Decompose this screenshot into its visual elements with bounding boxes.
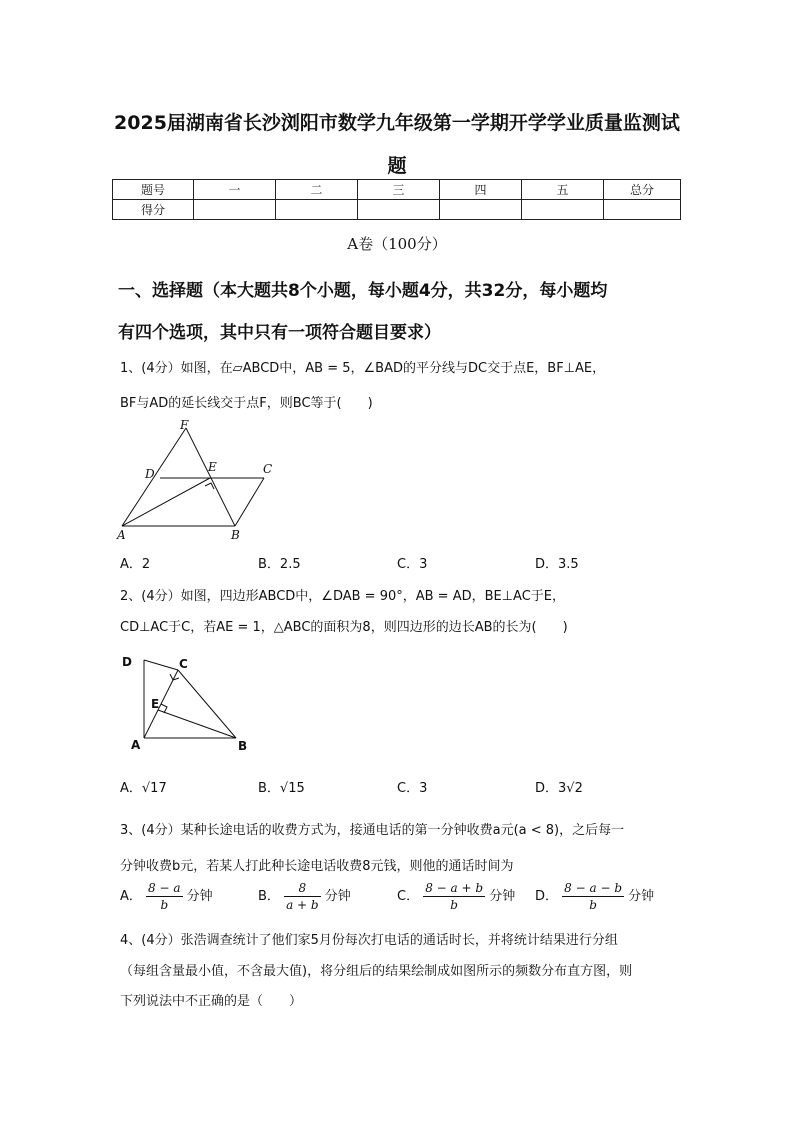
q3-option-b-unit: 分钟 bbox=[324, 889, 351, 904]
q1-option-c[interactable]: C．3 bbox=[397, 557, 428, 572]
q3-option-d-unit: 分钟 bbox=[628, 889, 655, 904]
q1-label-d: D bbox=[145, 467, 155, 481]
q1-label-e: E bbox=[208, 460, 217, 474]
q3-option-a-label: A． bbox=[120, 889, 142, 904]
score-table-cell: 五 bbox=[522, 180, 604, 200]
q3-option-a-fraction bbox=[146, 880, 182, 913]
q3-option-c-numerator: 8 − a + b bbox=[425, 881, 484, 895]
q3-option-d-fraction bbox=[562, 880, 624, 913]
score-table-cell: 三 bbox=[358, 180, 440, 200]
q3-option-d[interactable] bbox=[535, 880, 654, 913]
q1-label-c: C bbox=[263, 462, 273, 476]
score-table-cell: 一 bbox=[194, 180, 276, 200]
q3-option-d-numerator: 8 − a − b bbox=[564, 881, 622, 895]
q4-text-line3: 下列说法中不正确的是（ ） bbox=[120, 994, 303, 1009]
q1-parallelogram-figure bbox=[112, 418, 282, 546]
q4-text-line1: 4、(4分）张浩调查统计了他们家5月份每次打电话的通话时长，并将统计结果进行分组 bbox=[120, 933, 618, 948]
q1-option-b[interactable]: B．2.5 bbox=[258, 557, 301, 572]
q1-segment-ae bbox=[122, 478, 210, 526]
q1-text-line1: 1、(4分）如图，在▱ABCD中，AB = 5，∠BAD的平分线与DC交于点E，BF⊥AE， bbox=[120, 361, 606, 376]
q3-option-b-denominator: a + b bbox=[286, 898, 319, 912]
q1-segment-bf bbox=[186, 428, 235, 526]
q2-segment-dc bbox=[144, 660, 178, 670]
score-input-cell[interactable] bbox=[522, 200, 604, 220]
q2-option-d[interactable]: D．3√2 bbox=[535, 781, 583, 796]
q2-option-a[interactable]: A．√17 bbox=[120, 781, 167, 796]
q3-option-a-denominator: b bbox=[160, 898, 169, 912]
q3-option-c-fraction bbox=[423, 880, 485, 913]
section-a-heading: A卷（100分） bbox=[347, 235, 447, 253]
q1-text-line2: BF与AD的延长线交于点F，则BC等于( ) bbox=[120, 396, 373, 411]
score-input-cell[interactable] bbox=[604, 200, 681, 220]
score-table-cell: 四 bbox=[440, 180, 522, 200]
part1-title-line1: 一、选择题（本大题共8个小题，每小题4分，共32分，每小题均 bbox=[118, 281, 608, 301]
score-table-score-row bbox=[113, 200, 681, 220]
q3-option-d-label: D． bbox=[535, 889, 559, 904]
q3-option-b[interactable] bbox=[258, 880, 351, 913]
q3-option-d-denominator: b bbox=[589, 898, 597, 912]
q4-text-line2: （每组含量最小值，不含最大值)，将分组后的结果绘制成如图所示的频数分布直方图，则 bbox=[120, 964, 633, 979]
q2-label-c: C bbox=[179, 657, 188, 671]
q1-option-a[interactable]: A．2 bbox=[120, 557, 151, 572]
score-table bbox=[112, 179, 681, 220]
q1-right-angle-mark bbox=[205, 483, 214, 489]
score-table-cell: 得分 bbox=[113, 200, 194, 220]
score-table-cell: 二 bbox=[276, 180, 358, 200]
q2-text-line1: 2、(4分）如图，四边形ABCD中，∠DAB = 90°，AB = AD，BE⊥AC于E， bbox=[120, 589, 566, 604]
score-input-cell[interactable] bbox=[440, 200, 522, 220]
part1-title-line2: 有四个选项，其中只有一项符合题目要求） bbox=[118, 323, 441, 343]
q2-option-b[interactable]: B．√15 bbox=[258, 781, 305, 796]
score-table-header-row bbox=[113, 180, 681, 200]
q2-label-a: A bbox=[131, 738, 141, 752]
score-input-cell[interactable] bbox=[194, 200, 276, 220]
q1-label-f: F bbox=[180, 418, 189, 432]
q1-label-a: A bbox=[117, 528, 126, 542]
q3-option-a[interactable] bbox=[120, 880, 213, 913]
q2-label-e: E bbox=[151, 697, 160, 711]
q3-text-line1: 3、(4分）某种长途电话的收费方式为，接通电话的第一分钟收费a元(a < 8)，之后每一 bbox=[120, 823, 625, 838]
q2-text-line2: CD⊥AC于C，若AE = 1，△ABC的面积为8，则四边形的边长AB的长为( ) bbox=[120, 620, 568, 635]
q2-label-b: B bbox=[238, 739, 248, 753]
score-input-cell[interactable] bbox=[358, 200, 440, 220]
q3-option-a-numerator: 8 − a bbox=[148, 881, 181, 895]
q2-quadrilateral-figure bbox=[118, 648, 258, 756]
q3-text-line2: 分钟收费b元，若某人打此种长途电话收费8元钱，则他的通话时间为 bbox=[120, 859, 514, 874]
q3-option-b-numerator: 8 bbox=[284, 880, 321, 897]
q3-option-c[interactable] bbox=[397, 880, 515, 913]
score-table-cell: 总分 bbox=[604, 180, 681, 200]
q3-option-c-denominator: b bbox=[450, 898, 458, 912]
doc-title-line2: 题 bbox=[387, 155, 407, 177]
q2-label-d: D bbox=[122, 655, 132, 669]
q2-option-c[interactable]: C．3 bbox=[397, 781, 428, 796]
q1-label-b: B bbox=[231, 528, 240, 542]
score-table-cell: 题号 bbox=[113, 180, 194, 200]
q1-segment-bc bbox=[235, 478, 264, 526]
score-input-cell[interactable] bbox=[276, 200, 358, 220]
q3-option-c-unit: 分钟 bbox=[489, 889, 516, 904]
doc-title-line1: 2025届湖南省长沙浏阳市数学九年级第一学期开学学业质量监测试 bbox=[114, 112, 680, 134]
q3-option-b-label: B． bbox=[258, 889, 280, 904]
q3-option-b-fraction bbox=[284, 880, 321, 913]
q1-option-d[interactable]: D．3.5 bbox=[535, 557, 579, 572]
q3-option-c-label: C． bbox=[397, 889, 420, 904]
q3-option-a-unit: 分钟 bbox=[186, 889, 213, 904]
